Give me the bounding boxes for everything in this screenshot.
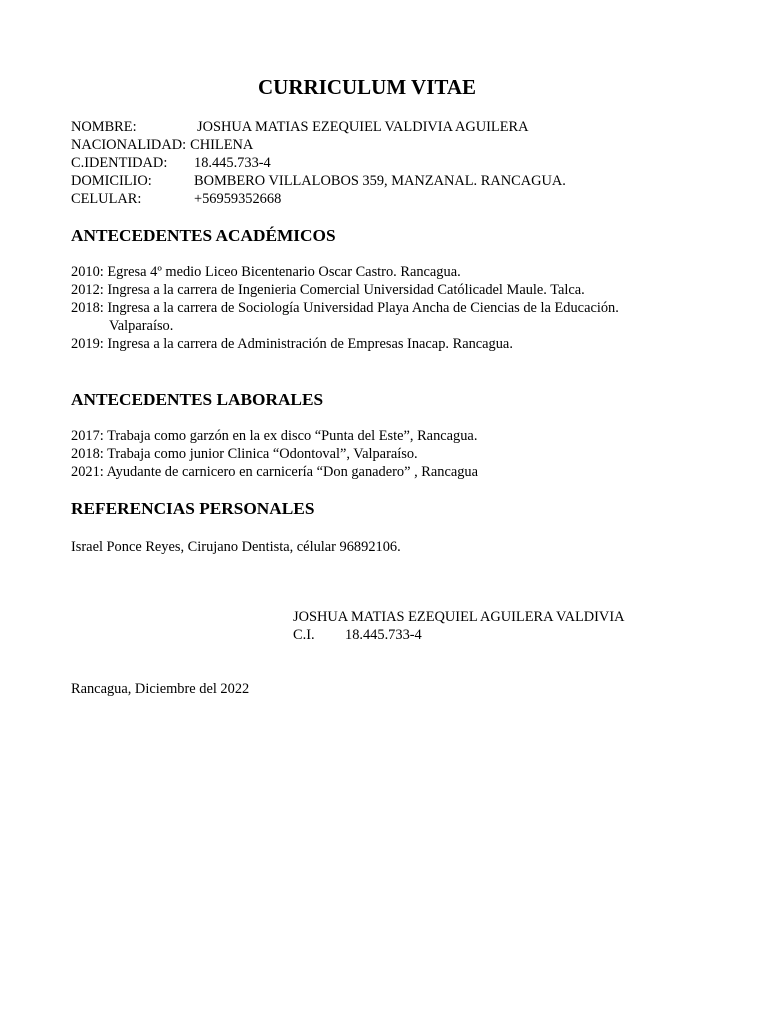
info-label: NOMBRE: [71, 119, 137, 135]
list-item [71, 299, 619, 335]
info-value: JOSHUA MATIAS EZEQUIEL VALDIVIA AGUILERA [197, 119, 529, 135]
work-heading: ANTECEDENTES LABORALES [71, 390, 324, 409]
signature-block [293, 608, 625, 644]
info-label: C.IDENTIDAD: [71, 155, 168, 171]
info-value: BOMBERO VILLALOBOS 359, MANZANAL. RANCAGUA. [194, 173, 566, 189]
document-title: CURRICULUM VITAE [258, 75, 476, 99]
info-row-nombre [71, 118, 566, 136]
signature-ci [293, 626, 625, 644]
academic-heading: ANTECEDENTES ACADÉMICOS [71, 226, 336, 245]
academic-list [71, 263, 619, 353]
list-item-continuation: Valparaíso. [109, 318, 174, 334]
info-value: 18.445.733-4 [194, 155, 271, 171]
list-item [71, 335, 619, 353]
list-item-text: 2012: Ingresa a la carrera de Ingenieria Comercial Universidad Católicadel Maule. Talca. [71, 282, 585, 298]
references-heading: REFERENCIAS PERSONALES [71, 499, 315, 518]
list-item-text: 2018: Ingresa a la carrera de Sociología Universidad Playa Ancha de Ciencias de la Educación. [71, 300, 619, 316]
signature-name: JOSHUA MATIAS EZEQUIEL AGUILERA VALDIVIA [293, 609, 625, 625]
info-value: CHILENA [190, 137, 254, 153]
personal-info [71, 118, 566, 208]
info-value: +56959352668 [194, 191, 282, 207]
info-row-nacionalidad [71, 136, 566, 154]
info-label: NACIONALIDAD: [71, 137, 187, 153]
info-row-identidad [71, 154, 566, 172]
list-item [71, 263, 619, 281]
list-item: 2021: Ayudante de carnicero en carnicería “Don ganadero” , Rancagua [71, 464, 479, 480]
place-date: Rancagua, Diciembre del 2022 [71, 681, 250, 697]
list-item-text: 2010: Egresa 4º medio Liceo Bicentenario Oscar Castro. Rancagua. [71, 264, 461, 280]
list-item [71, 281, 619, 299]
work-list [71, 427, 478, 481]
signature-ci-label: C.I. [293, 627, 315, 643]
list-item: 2018: Trabaja como junior Clinica “Odontoval”, Valparaíso. [71, 446, 418, 462]
info-label: DOMICILIO: [71, 173, 152, 189]
list-item: 2017: Trabaja como garzón en la ex disco “Punta del Este”, Rancagua. [71, 428, 478, 444]
signature-ci-value: 18.445.733-4 [345, 627, 422, 643]
reference-text: Israel Ponce Reyes, Cirujano Dentista, célular 96892106. [71, 539, 401, 555]
info-label: CELULAR: [71, 191, 142, 207]
info-row-celular [71, 190, 566, 208]
list-item-text: 2019: Ingresa a la carrera de Administración de Empresas Inacap. Rancagua. [71, 336, 513, 352]
info-row-domicilio [71, 172, 566, 190]
